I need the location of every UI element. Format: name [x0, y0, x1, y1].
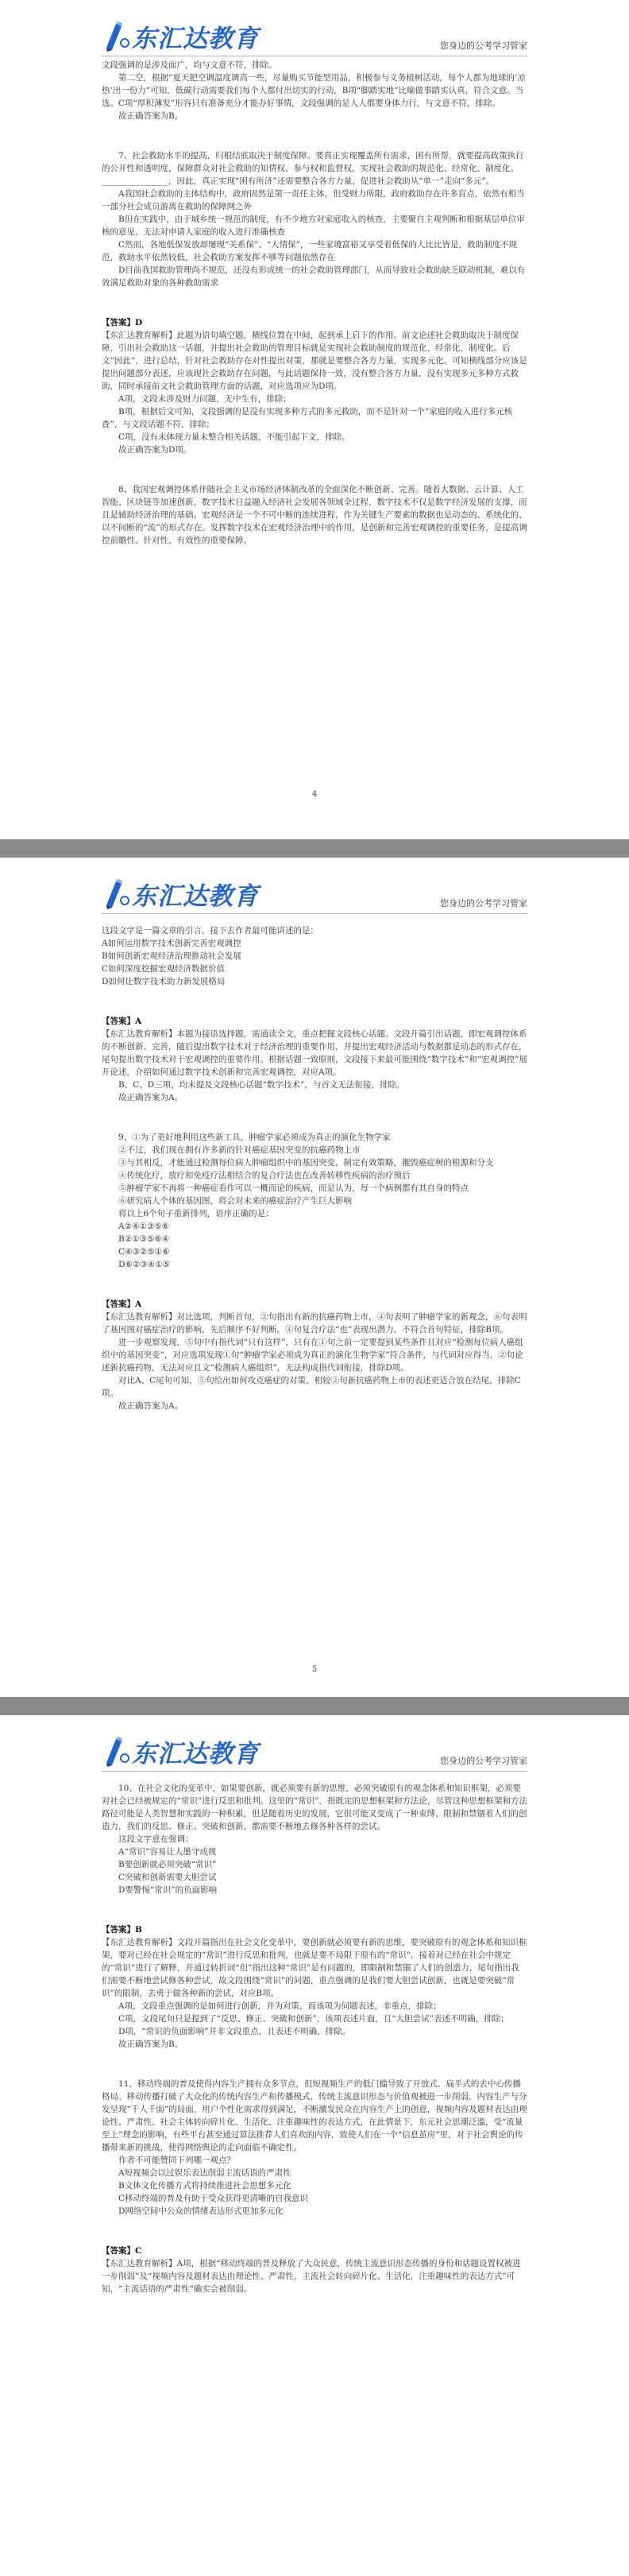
paragraph-spacer: [102, 2218, 527, 2245]
paragraph: C④③②⑤①⑥: [118, 1247, 170, 1257]
paragraph: 【东汇达教育解析】此题为语句填空题，横线位置在中间，起到承上启下的作用。前文论述社会救助取决于制度保障，引出社会救助这一话题，并提出社会救助的管理目标就是实现社会救助制度的规范化、经常化、制度化。后文“因此”，进行总结，针对社会救助存在对性提出对策，那就是要整合各方力量，实现多元化。可知横线部分应该是提出问题部分表述，应该现社会救助存在问题，与此话题保持一致，没有整合各方力量，没有实现多元多种方式救助，同时承接前文社会救助管理方面的话题，对应选项应为D项。: [102, 331, 527, 391]
paragraph: 7、社会救助水平的提高，归根结底取决于制度保障。要真正实现覆盖所有需求，困有所帮，就要提高政策执行的公开性和透明度，保障群众对社会救助的知情权、参与权和监督权，实现社会救助的规范化、经常化、制度化。________________，因此，真正实现“困有所济”还需要整合各方力量，促进社会救助从“单一”走向“多元”。: [102, 151, 524, 186]
paragraph: D目前我国救助管理尚不规范，还没有形成统一的社会救助管理部门，从而导致社会救助缺乏联动机制，难以有效满足救助对象的各种救助需求: [102, 265, 526, 288]
paragraph: B要创新就必须突破“常识”: [118, 1860, 217, 1869]
paragraph: 故正确答案为A。: [118, 1093, 183, 1102]
document-page-5: [0, 858, 629, 1697]
paragraph: A项，文段未涉及财力问题，无中生有，排除；: [118, 394, 291, 404]
paragraph: A项，文段重点强调的是如何进行创新，并为对策，而该项为问题表述，非重点，排除；: [118, 2001, 442, 2011]
paragraph: 8、我国宏观调控体系伴随社会主义市场经济体制改革的全面深化不断创新、完善。随着大数据、云计算、人工智能、区块链等加速创新，数字技术日益融入经济社会发展各领域全过程，数字技术不仅是数字经济发展的支撑，而且是辅助经济治理的基础。宏观经济是一个不可中断的连续进程，作为关键生产要素的数据也是动态的、系统化的、以不间断的“流”的形式存在。发挥数字技术在宏观经济治理中的作用，是创新和完善宏观调控的重要任务，是提高调控前瞻性、针对性、有效性的重要保障。: [102, 485, 527, 545]
answer-label: 【答案】D: [102, 318, 143, 327]
header-tagline: 您身边的公考学习管家: [440, 1756, 527, 1766]
paragraph: B、C、D三项，均未提及文段核心话题“数字技术”，与首文无法衔接，排除。: [118, 1080, 405, 1090]
paragraph: 故正确答案为D项。: [118, 445, 192, 455]
paragraph-spacer: [102, 456, 527, 483]
paragraph: B项，根据后文可知，文段强调的是没有实现多种方式的多元救助，而不是针对一个“家庭的收入进行多元核查”，与文段话题不符，排除；: [102, 407, 513, 429]
paragraph: C项，文段尾句只是提到了“反思、修正、突破和创新”，该项表述片面，且“大胆尝试”表述不明确，排除；: [118, 2014, 509, 2024]
paragraph: 11、移动终端的普及使得内容生产拥有众多节点，但短视频生产的低门槛导致了开放式、扁平式的去中心传播格局。移动传播打破了大众化的传统内容生产和传播模式，传统主流意识形态与价值观被进一步削弱，内容生产与分发呈现“千人千面”的局面，用户个性化需求得到满足，不断激发民众在内容生产上的创意，视频内容及题材表达由理论性、严肃性、社会主体转向碎片化、生活化、注重趣味性的表达方式，在此情景下，东元社会思潮泛滥，受“流量至上”理念的影响，有些平台甚至通过算法推荐人们喜欢的内容，致使人们在一个“信息茧房”里，对于社会舆论的传播带来新的挑战，使得网络舆论的走向面临不确定性。: [102, 2079, 527, 2152]
brand-logo: [102, 877, 273, 910]
page-header: [102, 17, 527, 56]
paragraph: ④传统化疗，放疗和免疫疗法相结合的复合疗法也在改善转移性疾病的治疗预后: [118, 1171, 411, 1180]
brand-name: 东汇达教育: [132, 25, 259, 53]
paragraph: ③与其相反，才能通过检测每位病人肿瘤组织中的基因突变，制定有效策略，摧毁癌症树的根源和分支: [118, 1158, 494, 1168]
paragraph: D网络空间中公众的情绪表达形式更加多元化: [118, 2206, 284, 2216]
pencil-logo-icon: [102, 877, 133, 910]
paragraph: 对比A、C尾句可知，⑤句给出如何攻克癌症的对策，相较②句新抗癌药物上市的表述更适合放在结尾，排除C项。: [102, 1376, 521, 1398]
document-page-4: [0, 0, 629, 839]
answer-label: 【答案】A: [102, 1300, 142, 1309]
paragraph: 故正确答案为B。: [118, 111, 183, 121]
paragraph: C移动终端的普及有助于受众获得更清晰的自我意识: [118, 2194, 309, 2203]
page-body: [102, 924, 527, 1412]
brand-logo: [102, 19, 273, 52]
paragraph: 故正确答案为B。: [118, 2039, 183, 2049]
paragraph: D项，“常识的负面影响”并非文段重点，且表述不明确，排除。: [118, 2027, 351, 2036]
paragraph: 【东汇达教育解析】对比选项，判断首句，②句指出有新的抗癌药物上市，④句表明了肿瘤学家的新观念，⑥句表明了基因图对癌症治疗的影响，先后顺序不好判断。④句复合疗法“也”表现出潜力，不符合首句特征，排除B项。: [102, 1312, 527, 1334]
paragraph: C然而，各地低保发放却屡现“关系保”、“人情保”，一些家境富裕又享受着低保的人比比皆是，救助制度不规范，救助水平依然较低，社会救助方案发挥不够等问题依然存在: [102, 240, 518, 262]
paragraph: B文体文化传播方式将持续推进社会思想多元化: [118, 2181, 291, 2191]
paragraph: 进一步观察发现，⑤句中有指代词“只有这样”，只有在①句之前一定要提到某些条件且对应“检测每位病人癌组织中的基因突变”，对应选项发现①句“肿瘤学家必须成为真正的演化生物学家”符合条件，与代词对应得当，②句论述新抗癌药物，无法对应且文“检测病人癌组织”，无法构成指代词衔接，排除D项。: [102, 1338, 523, 1373]
paragraph: A“常识”容易让人墨守成规: [118, 1847, 217, 1857]
answer-label: 【答案】C: [102, 2246, 142, 2256]
page-body: [102, 1782, 527, 2295]
paragraph: 10、在社会文化的变革中，如果要创新，就必须要有新的思维，必须突破原有的观念体系和知识框架，必须要对社会已经被规定的“常识”进行反思和批判。这里的“常识”，指既定的思想框架和方法论，尽管这种思想框架和方法路径可能是人类智慧和实践的一种积累，但是随着历史的发展，它很可能又变成了一种束缚、限制和禁锢着人们的创造力，我们的反思、修正、突破和创新，都需要不断地去修各种各样的尝试。: [102, 1784, 527, 1831]
paragraph: 【东汇达教育解析】文段开篇指出在社会文化变革中，要创新就必须要有新的思维，要突破原有的观念体系和知识框架，要对已经在社会规定的“常识”进行反思和批判，也就是要不局限于原有的“常识”。接着对已经在社会中规定的“常识”进行了解释，并通过转折词“但”指出这种“常识”是有问题的，即限制和禁锢了人们的创造力，尾句指出我们需要不断地尝试修各种尝试，故文段围绕“常识”的问题，重点强调的是我们要大胆尝试创新，也就是要突破“常识”的限制，去勇于做各种新的尝试，对应B项。: [102, 1938, 527, 1998]
paragraph: C突破和创新需要大胆尝试: [118, 1873, 217, 1882]
paragraph-spacer: [102, 122, 527, 149]
paragraph: A我国社会救助的主体结构中，政府固然是第一责任主体，但受财力所限，政府救助存在许多盲点，依然有相当一部分社会成员游离在救助的保障网之外: [102, 189, 525, 211]
paragraph: 将以上6个句子重新排列，语序正确的是：: [118, 1209, 274, 1218]
paragraph: 文段强调的是涉及面广，均与文意不符，排除。: [102, 60, 277, 70]
paragraph: D要警惕“常识”的负面影响: [118, 1885, 218, 1895]
paragraph: ⑥研究病人个体的基因图，将会对未来的癌症治疗产生巨大影响: [118, 1196, 352, 1206]
paragraph: 故正确答案为A。: [118, 1401, 183, 1411]
brand-name: 东汇达教育: [132, 882, 259, 911]
paragraph: 【东汇达教育解析】A项，根据“移动终端的普及释放了大众民意，传统主流意识形态传播的身份和话题设置权被进一步削弱”及“视频内容及题材表达由理论性、严肃性，主流社会转向碎片化、生活化，注重趣味性的表达方式”可知，“主流话语的严肃性”确实会被削弱。: [102, 2259, 521, 2294]
paragraph: B②①③⑤⑥④: [118, 1234, 170, 1244]
paragraph-spacer: [102, 1271, 527, 1298]
paragraph: A如何运用数字技术创新完善宏观调控: [102, 939, 241, 948]
paragraph: ②不过，我们现在拥有许多新的针对癌症基因突变的抗癌药物上市: [118, 1145, 361, 1155]
pencil-logo-icon: [102, 19, 133, 52]
paragraph: C如何深度挖掘宏观经济数据价值: [102, 964, 226, 974]
pencil-logo-icon: [102, 1734, 133, 1768]
header-tagline: 您身边的公考学习管家: [440, 41, 527, 51]
paragraph-spacer: [102, 988, 527, 1015]
page-header: [102, 1733, 527, 1772]
paragraph: A短视频会以过娱乐表达削弱主流话语的严肃性: [118, 2168, 291, 2178]
answer-label: 【答案】B: [102, 1925, 142, 1935]
answer-label: 【答案】A: [102, 1017, 142, 1026]
paragraph: 9、①为了更好地利用这些新工具，肿瘤学家必须成为真正的演化生物学家: [118, 1133, 391, 1142]
paragraph: 这段文字意在强调：: [118, 1834, 194, 1844]
page-header: [102, 875, 527, 914]
paragraph: B但在实践中，由于城乡统一规范的制度，有不少地方对家庭收入的核查，主要聚自主观判断和根据基层单位审核的意见，无法对申请人家庭的收入进行准确核查: [102, 215, 525, 237]
paragraph: C项，没有未体现力量未整合相关话题，不能引起下文，排除。: [118, 432, 350, 442]
page-number: 5: [311, 1665, 318, 1674]
paragraph: B如何创新宏观经济治理推动社会发展: [102, 951, 241, 961]
brand-logo: [102, 1734, 273, 1768]
paragraph-spacer: [102, 289, 527, 316]
paragraph: 作者不可能赞同下列哪一观点？: [118, 2156, 235, 2165]
page-body: [102, 59, 527, 547]
document-page-6: [0, 1715, 629, 2576]
paragraph: 这段文字是一篇文章的引言，接下去作者最可能讲述的是：: [102, 926, 318, 935]
paragraph: ⑤肿瘤学家不再将一种癌症看作可以一概而论的疾病，而是认为，每一个病例都有其自身的特点: [118, 1183, 469, 1193]
brand-name: 东汇达教育: [132, 1740, 259, 1768]
paragraph-spacer: [102, 2051, 527, 2078]
paragraph: A②④①③⑤⑥: [118, 1222, 170, 1231]
paragraph: D⑥②③④①⑤: [118, 1260, 170, 1269]
paragraph: 第二空，根据“夏天把空调温度调高一些，尽量购买节能型用品，积极参与义务植树活动，每个人都为地球的‘凉热’出一份力”可知，低碳行动需要我们每个人都付出切实的行动，B项“脚踏实地”比喻做事踏实认真，符合文意。当选。C项“厚积薄发”形容只有准备充分才能办好事情，文段强调的是人人都要身体力行，与文意不符，排除。: [102, 73, 526, 108]
header-tagline: 您身边的公考学习管家: [440, 898, 527, 908]
paragraph-spacer: [102, 1104, 527, 1131]
paragraph: D如何让数字技术助力新发展格局: [102, 977, 226, 986]
paragraph: 【东汇达教育解析】本题为接语选择题，需通读全文，重点把握文段核心话题。文段开篇引出话题，即宏观调控体系的不断创新、完善，随后提出数字技术对于经济治理的重要作用，并提出宏观经济活动与数据都是动态的形式存在，尾句提出数字技术对于宏观调控的重要作用。根据话题一致原则，文段接下来最可能围绕“数字技术”和“宏观调控”展开论述，介绍如何通过数字技术创新和完善宏观调控，对应A项。: [102, 1029, 527, 1077]
paragraph-spacer: [102, 1896, 527, 1923]
page-number: 4: [311, 790, 318, 799]
